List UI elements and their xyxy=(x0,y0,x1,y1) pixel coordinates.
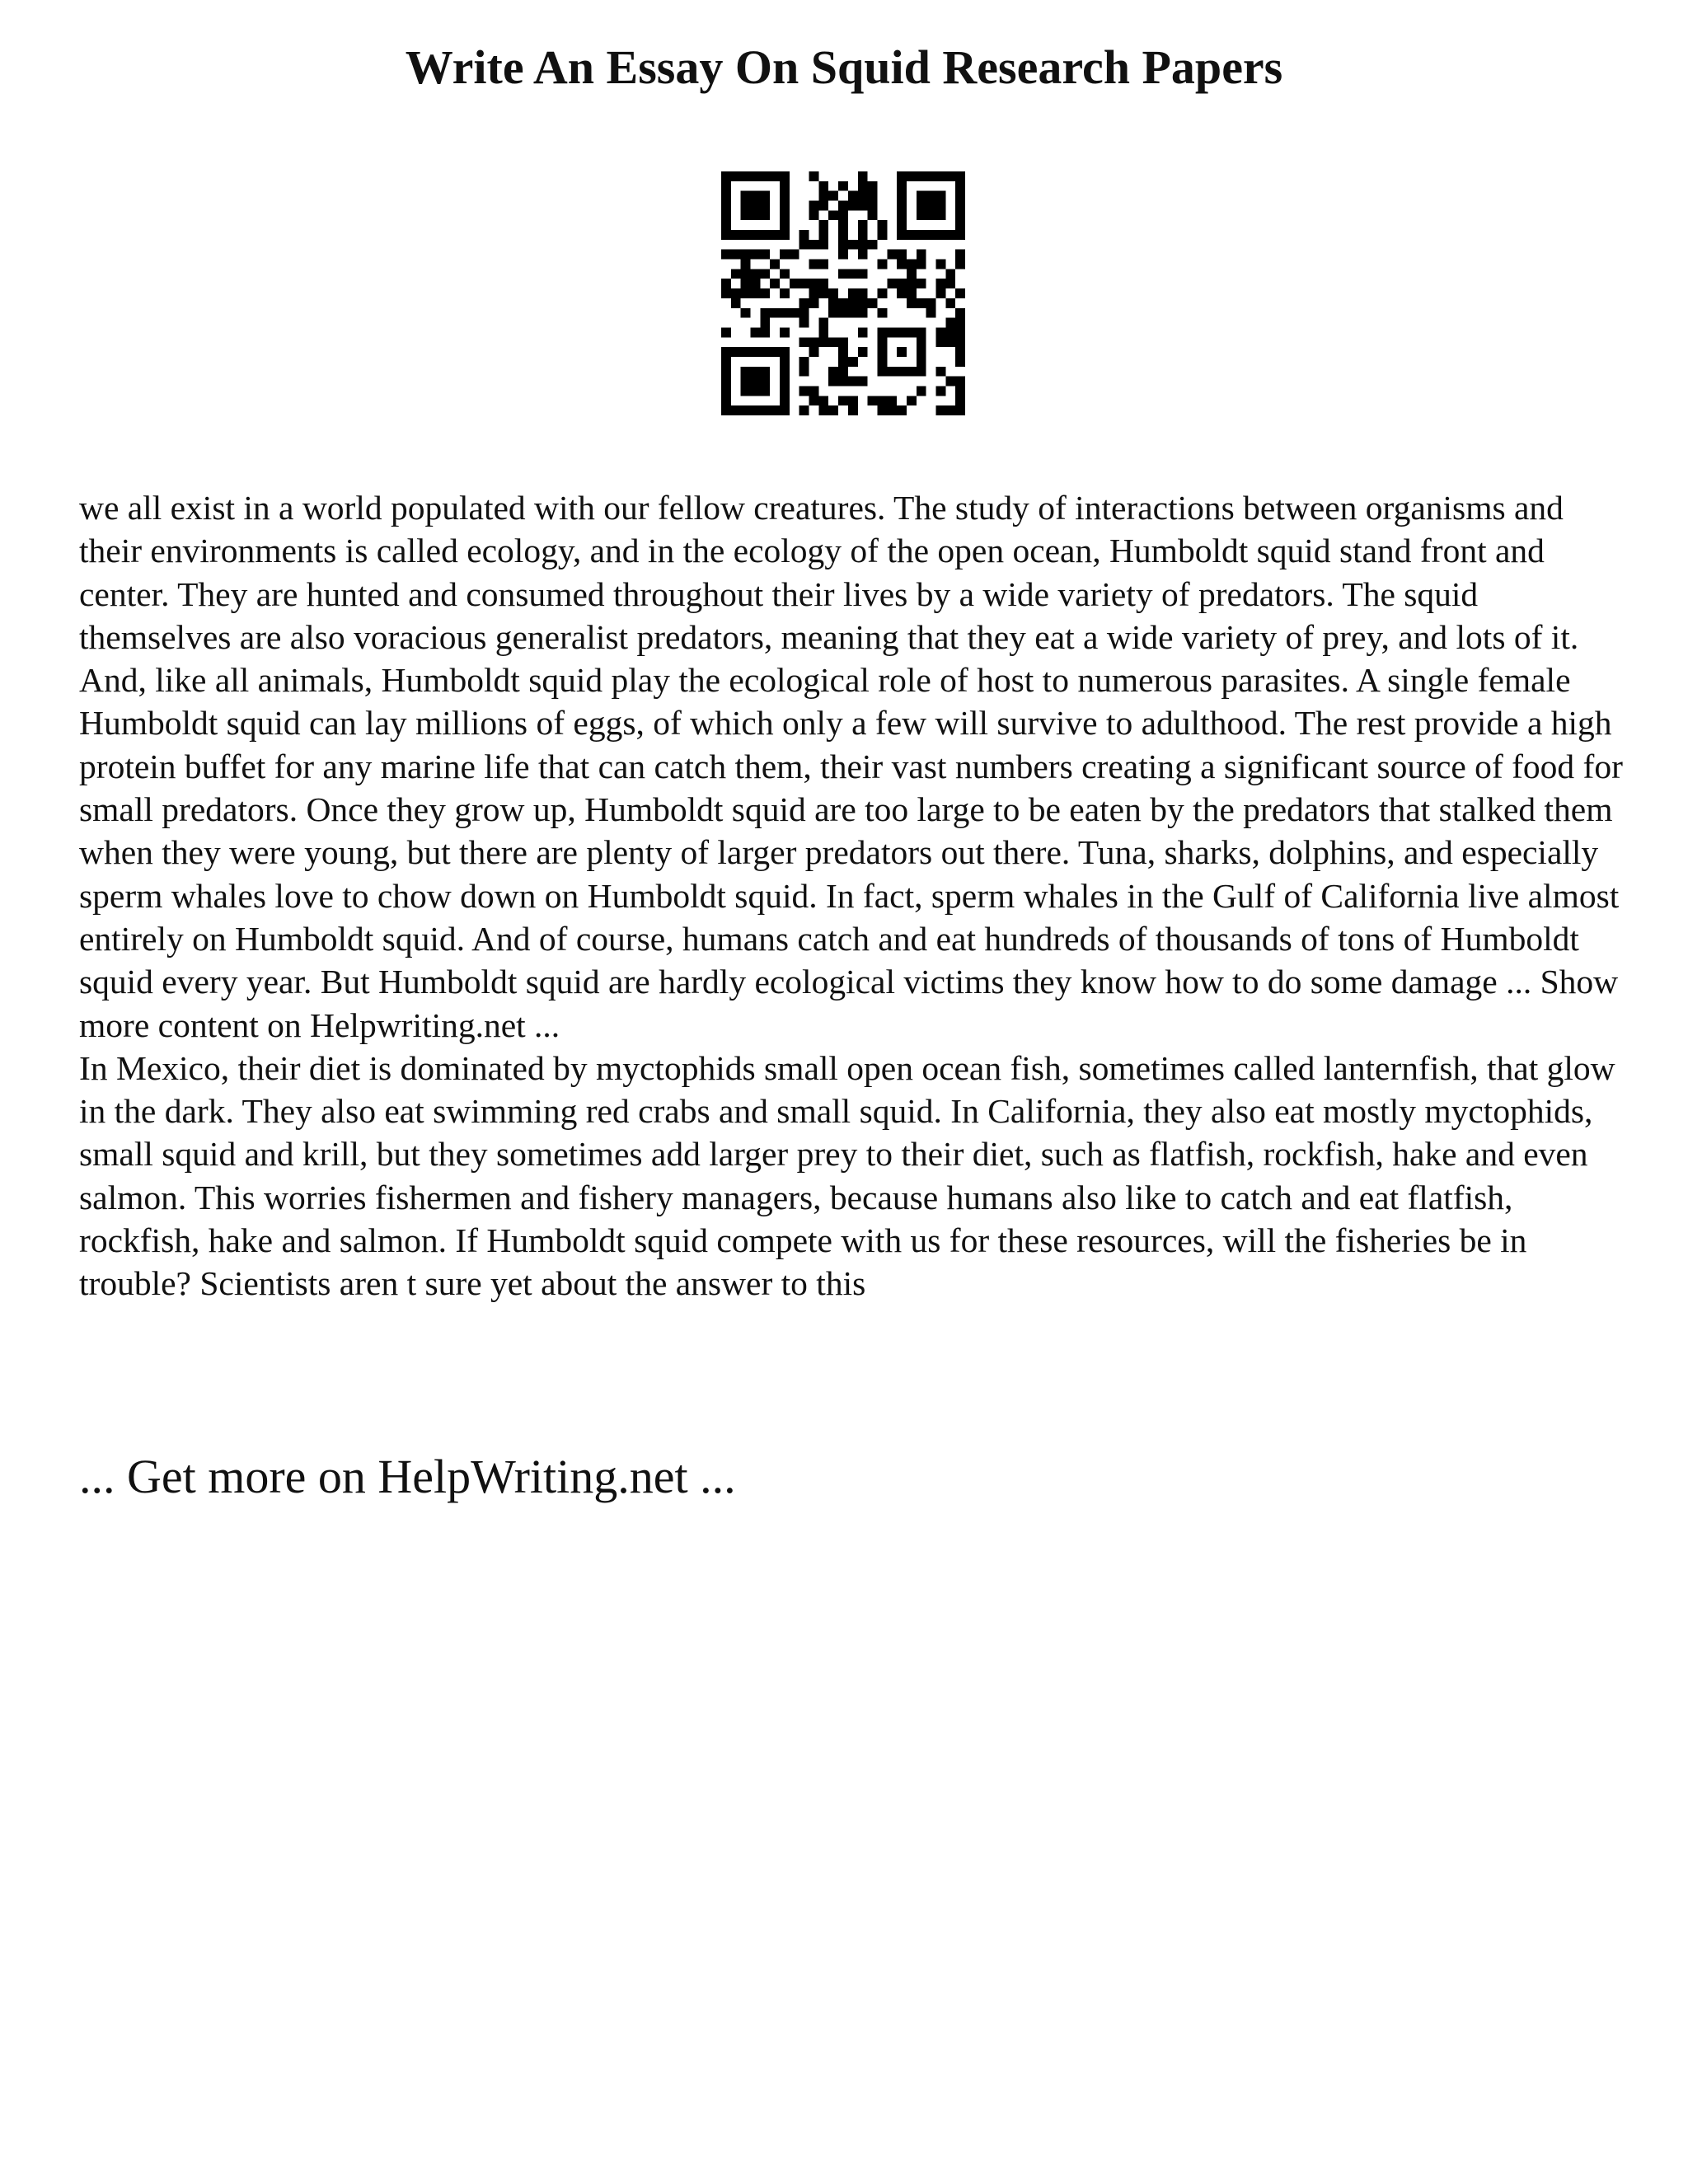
paragraph: we all exist in a world populated with our fellow creatures. The study of interactions between organisms and their environments is called ecology, and in the ecology of the open ocean, Humboldt squid stand front and center. They are hunted and consumed throughout their lives by a wide variety of predators. The squid themselves are also voracious generalist predators, meaning that they eat a wide variety of prey, and lots of it. And, like all animals, Humboldt squid play the ecological role of host to numerous parasites. A single female Humboldt squid can lay millions of eggs, of which only a few will survive to adulthood. The rest provide a high protein buffet for any marine life that can catch them, their vast numbers creating a significant source of food for small predators. Once they grow up, Humboldt squid are too large to be eaten by the predators that stalked them when they were young, but there are plenty of larger predators out there. Tuna, sharks, dolphins, and especially sperm whales love to chow down on Humboldt squid. In fact, sperm whales in the Gulf of California live almost entirely on Humboldt squid. And of course, humans catch and eat hundreds of thousands of tons of Humboldt squid every year. But Humboldt squid are hardly ecological victims they know how to do some damage ... Show more content on Helpwriting.net ... xyxy=(79,489,1623,1044)
document-body xyxy=(79,486,1629,1305)
document-title: Write An Essay On Squid Research Papers xyxy=(405,40,1283,94)
get-more-link[interactable]: ... Get more on HelpWriting.net ... xyxy=(79,1450,736,1503)
qr-code-icon xyxy=(721,171,965,415)
paragraph: In Mexico, their diet is dominated by myctophids small open ocean fish, sometimes called lanternfish, that glow in the dark. They also eat swimming red crabs and small squid. In California, they also eat mostly myctophids, small squid and krill, but they sometimes add larger prey to their diet, such as flatfish, rockfish, hake and even salmon. This worries fishermen and fishery managers, because humans also like to catch and eat flatfish, rockfish, hake and salmon. If Humboldt squid compete with us for these resources, will the fisheries be in trouble? Scientists aren t sure yet about the answer to this xyxy=(79,1048,1615,1303)
